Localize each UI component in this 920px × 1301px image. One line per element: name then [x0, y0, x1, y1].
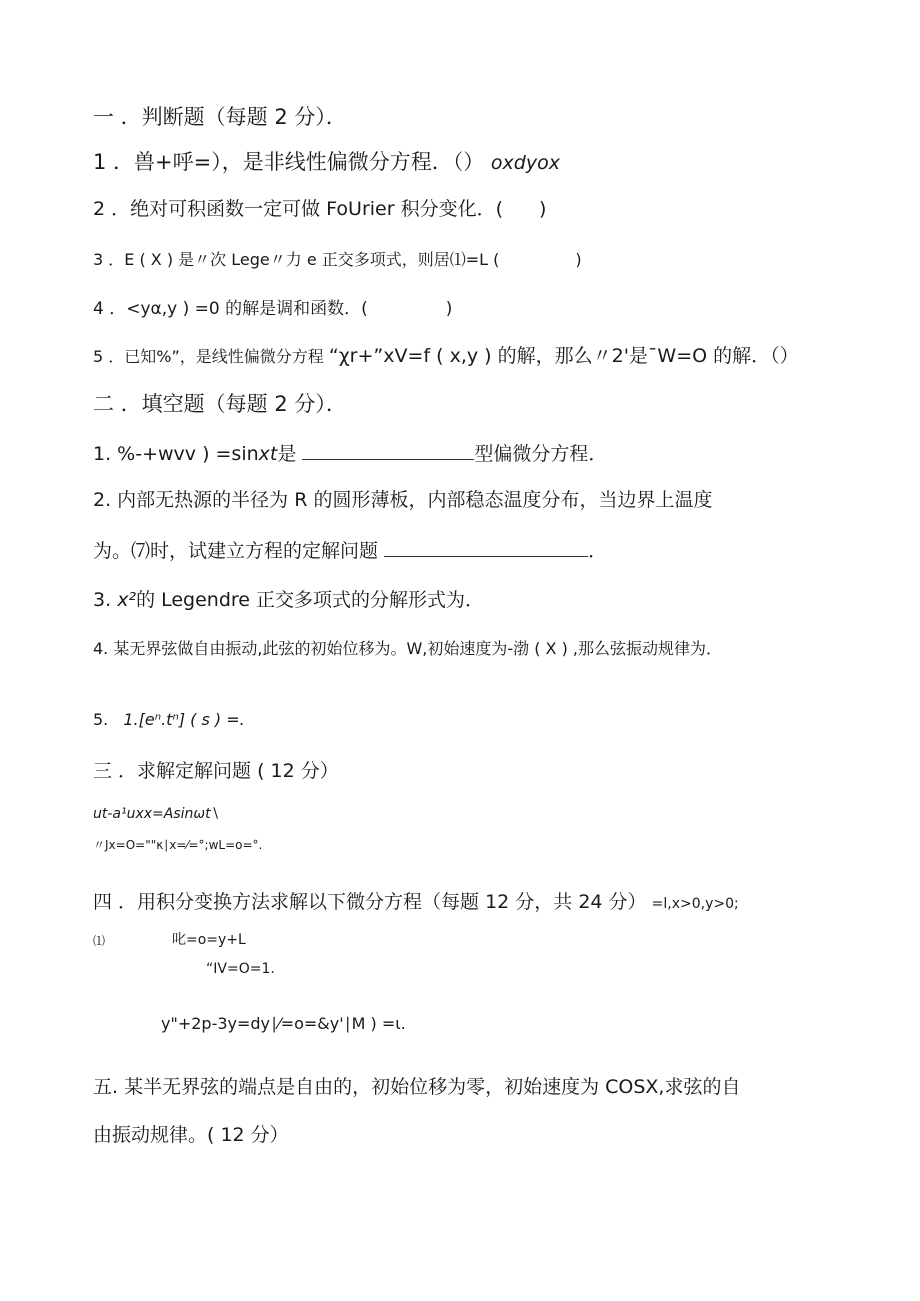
question-2-3-text: 的 Legendre 正交多项式的分解形式为． — [136, 589, 485, 611]
question-1-4-text: 4 ．<yα,y ) =0 的解是调和函数．( — [93, 299, 368, 319]
question-1-3-text: 3 ．E ( X ) 是〃次 Lege〃力 e 正交多项式，则居⑴=L ( — [93, 250, 500, 269]
question-1-5 — [93, 345, 799, 368]
question-2-3-num: 3. — [93, 589, 112, 611]
question-2-3-var: x² — [117, 589, 137, 611]
question-1-2 — [93, 198, 546, 221]
question-1-3-bracket: ) — [575, 250, 582, 269]
question-2-1-text-b: xt — [258, 443, 278, 465]
answer-blank-2-1[interactable] — [302, 441, 474, 460]
question-2-1-text-d: 型偏微分方程． — [474, 443, 608, 465]
section-4-title-condition: =l,x>0,y>0; — [651, 896, 739, 912]
question-2-4: 4. 某无界弦做自由振动,此弦的初始位移为。W,初始速度为-渤 ( X ) ,那么弦振动规律为． — [93, 639, 722, 658]
question-2-2-line-1: 2. 内部无热源的半径为 R 的圆形薄板，内部稳态温度分布，当边界上温度 — [93, 489, 713, 511]
question-2-2-text: 为。⑺时，试建立方程的定解问题 — [93, 540, 379, 562]
question-1-1-tail: oxdyox — [490, 152, 560, 174]
problem-4-1-number: ⑴ — [93, 934, 106, 948]
question-1-5-text-a: 5 ．已知%”，是线性偏微分方程 — [93, 347, 324, 366]
question-1-5-text-b: “χr+”xV=f ( x,y ) 的解，那么〃2'是ˉW=O 的解．（） — [328, 345, 799, 367]
section-3-equation-2: 〃Jx=O=""κ∣x=⁄=°;wL=o=°. — [93, 838, 263, 852]
section-2-title: 二 ．填空题（每题 2 分）． — [93, 392, 347, 416]
question-2-3 — [93, 589, 484, 612]
question-2-5-text: 1.[eⁿ.tⁿ] ( s ) =. — [123, 710, 245, 729]
question-1-3 — [93, 250, 582, 269]
question-2-5 — [93, 710, 245, 729]
section-4-title — [93, 891, 739, 914]
question-2-1 — [93, 441, 607, 466]
problem-4-1-condition: “IV=O=1. — [206, 961, 275, 977]
question-1-2-text: 2 ．绝对可积函数一定可做 FoUrier 积分变化．( — [93, 198, 503, 220]
question-1-1 — [93, 150, 560, 175]
question-1-2-bracket: ) — [539, 198, 547, 220]
section-5-line-2: 由振动规律。( 12 分） — [93, 1124, 289, 1146]
question-1-4-bracket: ) — [445, 299, 453, 319]
problem-4-1-equation: 叱=o=y+L — [172, 932, 246, 948]
question-2-5-num: 5. — [93, 710, 109, 729]
question-2-1-text-a: 1. %-+wvv ) =sin — [93, 443, 259, 465]
question-2-1-text-c: 是 — [277, 443, 297, 465]
question-1-4 — [93, 299, 452, 319]
question-2-2-line-2 — [93, 538, 607, 563]
section-5-line-1: 五. 某半无界弦的端点是自由的，初始位移为零，初始速度为 COSX,求弦的自 — [93, 1076, 741, 1098]
question-1-1-text: 1 ．兽+呼=），是非线性偏微分方程．（） — [93, 150, 485, 174]
section-4-title-text: 四 ．用积分变换方法求解以下微分方程（每题 12 分，共 24 分） — [93, 891, 647, 913]
answer-blank-2-2[interactable] — [384, 538, 588, 557]
section-1-title: 一 ．判断题（每题 2 分）． — [93, 105, 347, 129]
section-3-equation-1: ut-a¹uxx=Asinωt∖ — [93, 806, 220, 822]
section-3-title: 三 ．求解定解问题 ( 12 分） — [93, 760, 339, 782]
question-2-2-end: ． — [588, 540, 608, 562]
problem-4-2-equation: y"+2p-3y=dy∣⁄=o=&y'∣M ) =ι. — [161, 1014, 406, 1033]
